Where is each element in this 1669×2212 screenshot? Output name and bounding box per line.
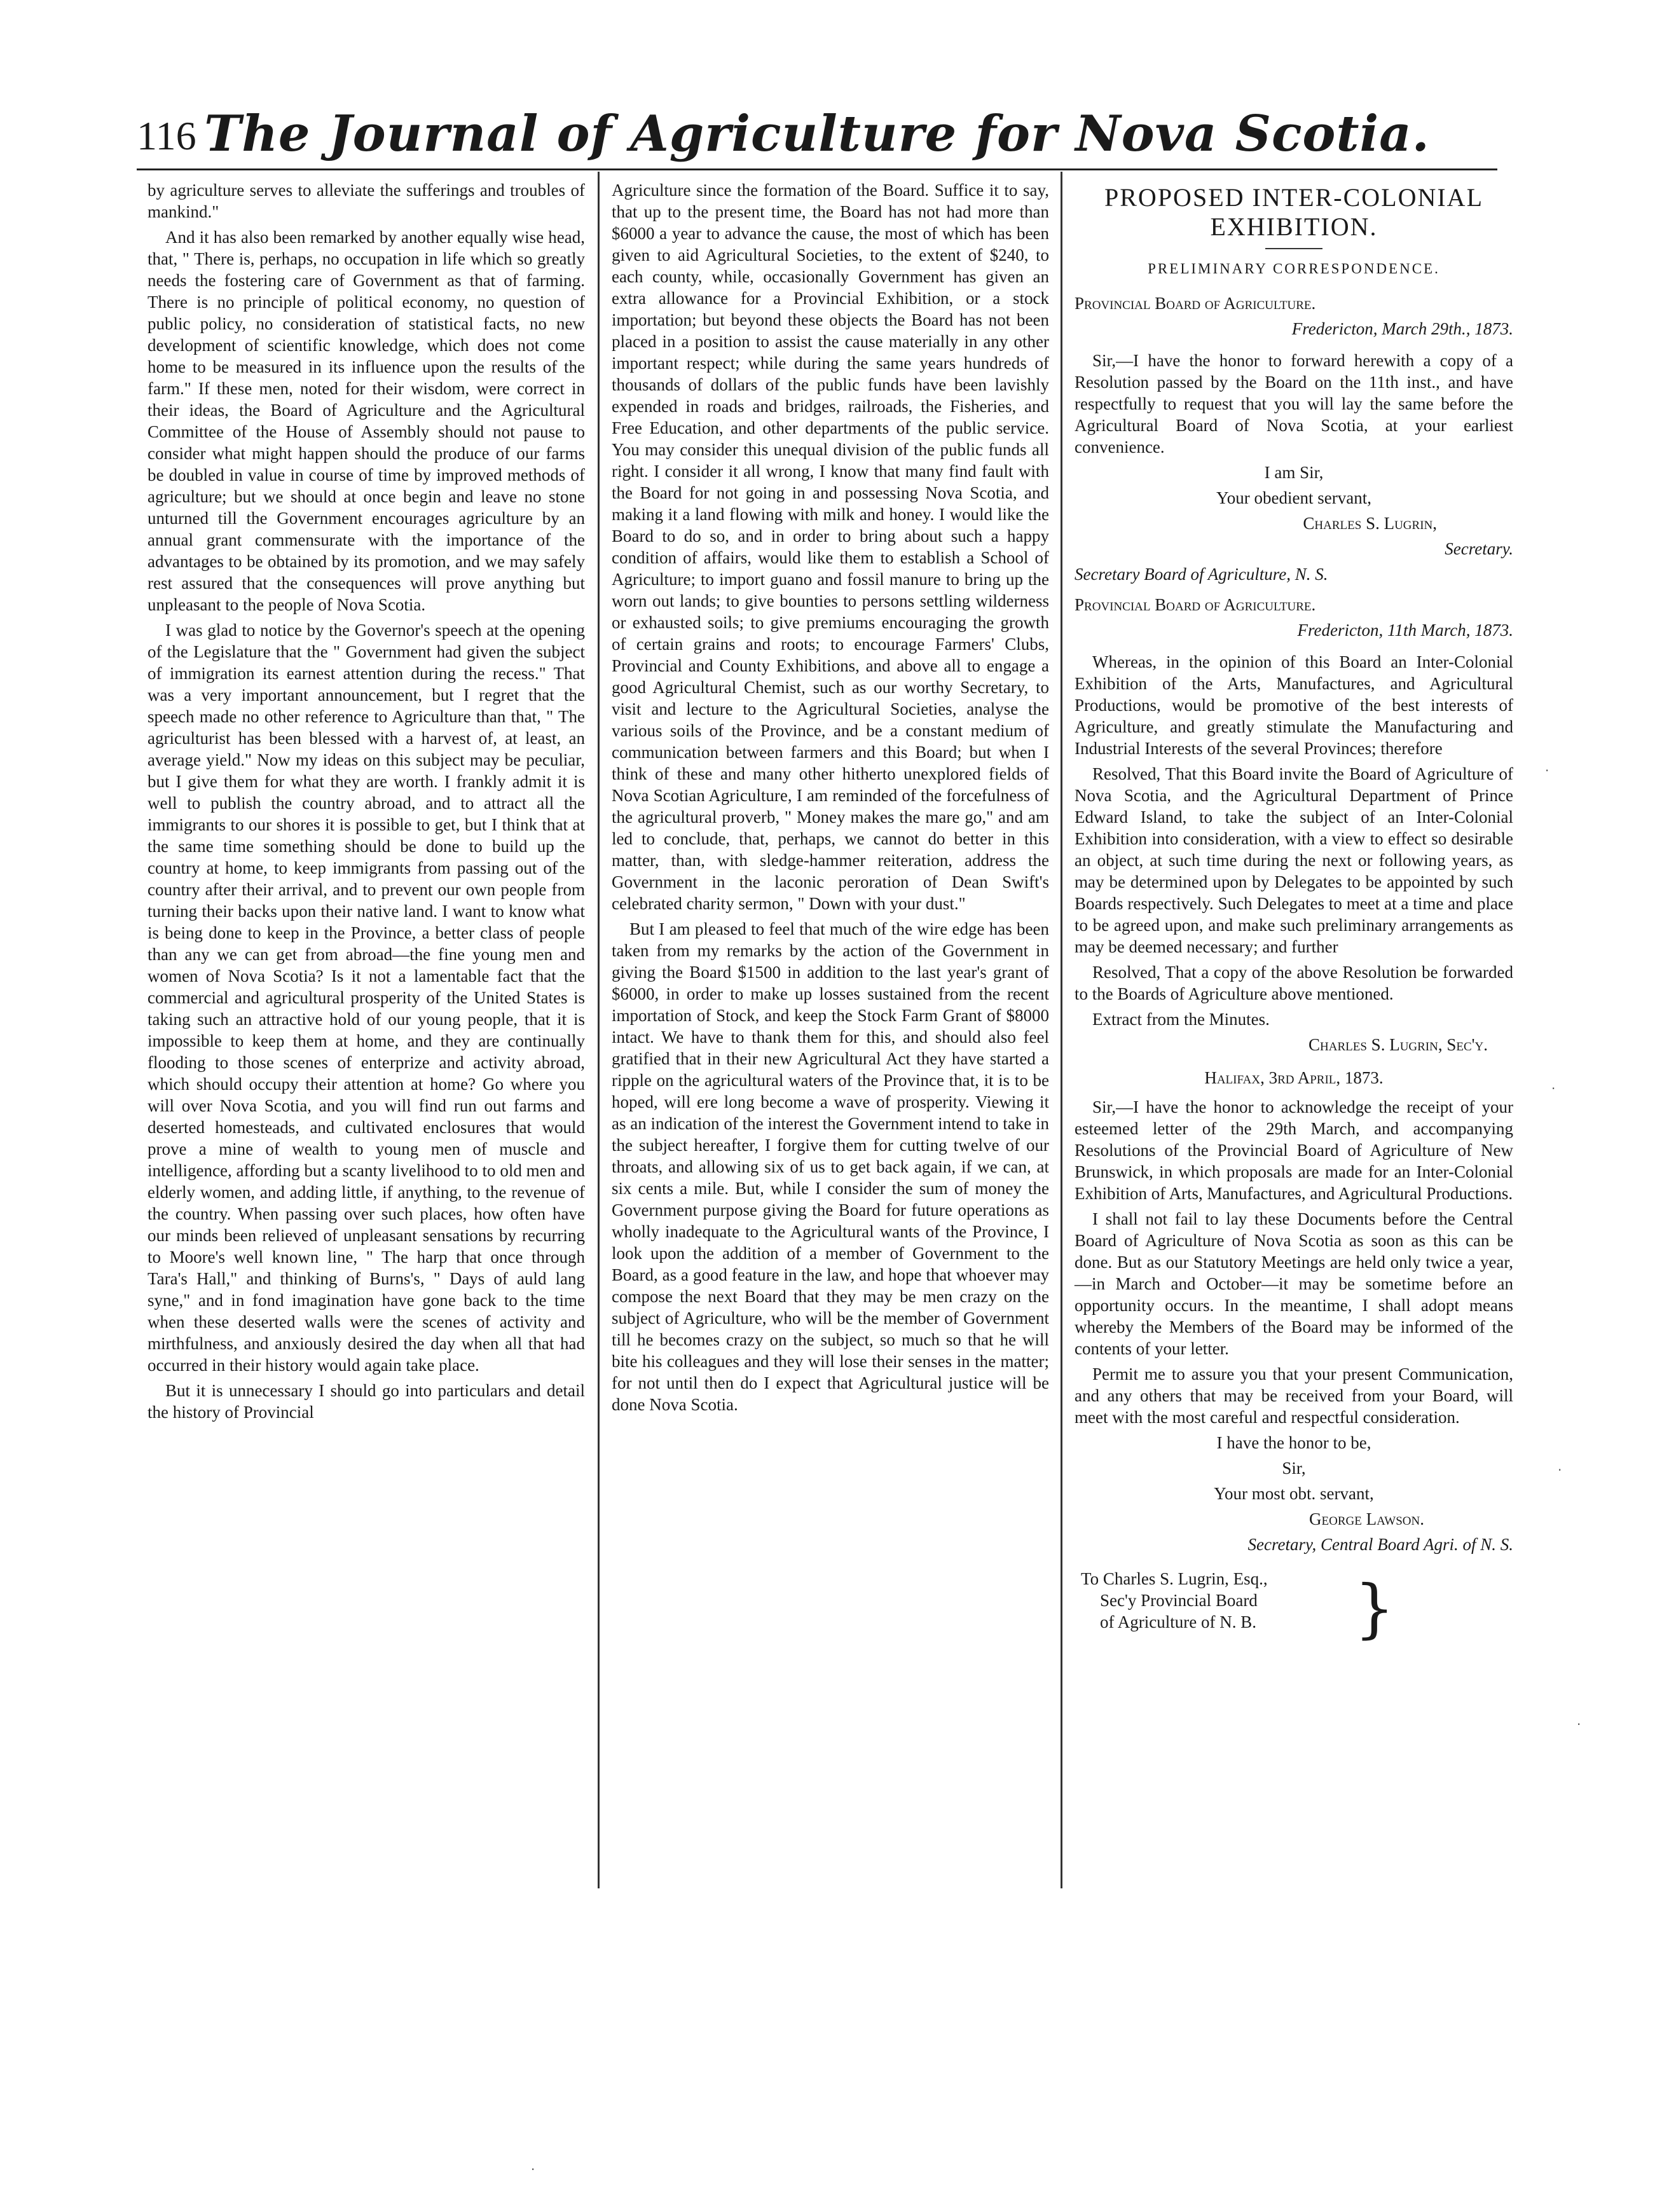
letter-body: Sir,—I have the honor to acknowledge the receipt of your esteemed letter of the 29th March, and accompanying Resolutions of the Provincial Board of Agriculture of New Brunswick, in which proposals are made for an Inter-Colonial Exhibition of Arts, Manufactures, and Agricultural Productions. bbox=[1075, 1097, 1513, 1203]
paragraph: Agriculture since the formation of the Board. Suffice it to say, that up to the present time, the Board has not had more than $6000 a year to advance the cause, the most of which has been given to aid Agricultural Societies, to the extent of $240, to each county, while, occasionally Government has given an extra allowance for a Provincial Exhibition, or a stock importation; but beyond these objects the Board has not been placed in a position to assist the cause materially in any other important respect; while during the same years hundreds of thousands of dollars of the public funds have been lavishly expended in roads and bridges, railroads, the Fisheries, and Free Education, and other departments of the public service. You may consider this unequal division of the public funds all right. I consider it all wrong, I know that many find fault with the Board for not going in and possessing Nova Scotia, and making it a land flowing with milk and honey. I would like the Board to do so, and in order to bring about such a happy condition of affairs, would like them to establish a School of Agriculture; to import guano and fossil manure to bring up the worn out lands; to give bounties to persons settling wilderness or exhausted soils; to give premiums encouraging the growth of certain grains and roots; to encourage Farmers' Clubs, Provincial and County Exhibitions, and above all to engage a good Agricultural Chemist, such as our worthy Secretary, to visit and lecture to the Agricultural Societies, analyse the various soils of the Province, and be a constant medium of communication between farmers and this Board; but when I think of these and many other hitherto unexplored fields of Nova Scotian Agriculture, I am reminded of the forcefulness of the agricultural proverb, " Money makes the mare go," and am led to conclude, that, perhaps, we cannot do better in this matter, than, with sledge-hammer reiteration, address the Government in the laconic peroration of Dean Swift's celebrated charity sermon, " Down with your dust." bbox=[612, 181, 1049, 913]
brace-glyph: } bbox=[1354, 1571, 1395, 1645]
address-line: To Charles S. Lugrin, Esq., bbox=[1081, 1569, 1268, 1588]
resolution-resolved: Resolved, That this Board invite the Board of Agriculture of Nova Scotia, and the Agricultural Department of Prince Edward Island, to take the subject of an Inter-Colonial Exhibition into consideration, with a view to effect so desirable an object, at such time during the next or following years, as may be determined upon by Delegates to be appointed by such Boards respectively. Such Delegates to meet at a time and place to be agreed upon, and make such preliminary arrangements as may be deemed necessary; and further bbox=[1075, 764, 1513, 956]
article-title: PROPOSED INTER-COLONIAL EXHIBITION. bbox=[1104, 183, 1483, 241]
signature: Charles S. Lugrin, Sec'y. bbox=[1308, 1035, 1488, 1054]
closing: Your most obt. servant, bbox=[1214, 1484, 1374, 1503]
address-line: of Agriculture of N. B. bbox=[1100, 1612, 1256, 1632]
column-divider bbox=[598, 172, 600, 1888]
scan-speck: · bbox=[1558, 1462, 1562, 1478]
paragraph: I was glad to notice by the Governor's speech at the opening of the Legislature that the " Government had given the subject of immigration its earnest attention during the recess." That was a very important announcement, but I regret that the speech made no other reference to Agriculture than that, " The agriculturist has been blessed with a harvest of, at least, an average yield." Now my ideas on this subject may be peculiar, but I give them for what they are worth. I frankly admit it is well to publish the country abroad, and to attract all the immigrants to our shores it is possible to get, but I think that at the same time something should be done to build up the country at home, to keep immigrants from passing out of the country after their arrival, and to prevent our own people from turning their backs upon their native land. I want to know what is being done to keep in the Province, a better class of people than any we can get from abroad—the fine young men and women of Nova Scotia? Is it not a lamentable fact that the commercial and agricultural prosperity of the United States is taking such an attractive hold of our young people, that it is impossible to keep them at home, and they are continually flooding to those scenes of enterprize and activity abroad, which should occupy their attention at home? Go where you will over Nova Scotia, and you will find run out farms and deserted homesteads, and cultivated enclosures that would prove a mine of wealth to young men of muscle and intelligence, affording but a scanty livelihood to to old men and elderly women, and adding little, if anything, to the revenue of the country. When passing over such places, how often have our minds been relieved of unpleasant sensations by recurring to Moore's well known line, " The harp that once through Tara's Hall," and thinking of Burns's, " Days of auld lang syne," and in fond imagination have gone back to the time when these deserted walls were the scenes of activity and mirthfulness, and anxiously desired the day when all that had occurred in their history would again take place. bbox=[148, 621, 585, 1375]
extract-note: Extract from the Minutes. bbox=[1092, 1010, 1270, 1029]
letter-heading: Provincial Board of Agriculture. bbox=[1075, 294, 1316, 313]
column-1 bbox=[148, 179, 585, 1427]
paragraph: by agriculture serves to alleviate the sufferings and troubles of mankind." bbox=[148, 181, 585, 221]
letter-body: Permit me to assure you that your present Communication, and any others that may be received from your Board, will meet with the most careful and respectful consideration. bbox=[1075, 1364, 1513, 1427]
running-head bbox=[137, 105, 1497, 175]
recipient: Secretary Board of Agriculture, N. S. bbox=[1075, 565, 1328, 584]
letter-body: Sir,—I have the honor to forward herewith a copy of a Resolution passed by the Board on the 11th inst., and have respectfully to request that you will lay the same before the Agricultural Board of Nova Scotia, at your earliest convenience. bbox=[1075, 351, 1513, 457]
scan-speck: · bbox=[531, 2162, 535, 2177]
resolution-whereas: Whereas, in the opinion of this Board an Inter-Colonial Exhibition of the Arts, Manufactures, and Agricultural Productions, would be promotive of the best interests of Agriculture, and greatly stimulate the Manufacturing and Industrial Interests of the several Provinces; therefore bbox=[1075, 652, 1513, 758]
title-rule bbox=[1265, 248, 1322, 249]
scan-speck: · bbox=[1545, 763, 1549, 778]
closing: Sir, bbox=[1282, 1459, 1306, 1478]
signature: George Lawson. bbox=[1309, 1509, 1424, 1528]
signature-title: Secretary, Central Board Agri. of N. S. bbox=[1247, 1535, 1513, 1554]
resolution-resolved: Resolved, That a copy of the above Resolution be forwarded to the Boards of Agriculture above mentioned. bbox=[1075, 963, 1513, 1003]
resolution-heading: Provincial Board of Agriculture. bbox=[1075, 595, 1316, 614]
letter-body: I shall not fail to lay these Documents before the Central Board of Agriculture of Nova Scotia as soon as this can be done. But as our Statutory Meetings are held only twice a year,—in March and October—it may be sometime before an opportunity occurs. In the meantime, I shall adopt means whereby the Members of the Board may be informed of the contents of your letter. bbox=[1075, 1209, 1513, 1358]
journal-title: The Journal of Agriculture for Nova Scotia. bbox=[204, 105, 1430, 163]
paragraph: But I am pleased to feel that much of the wire edge has been taken from my remarks by the action of the Government in giving the Board $1500 in addition to the last year's grant of $6000, in order to make up losses sustained from the recent importation of Stock, and keep the Stock Farm Grant of $8000 intact. We have to thank them for this, and should also feel gratified that in their new Agricultural Act they have started a ripple on the agricultural waters of the Province that, it is to be hoped, will ere long become a wave of prosperity. Viewing it as an indication of the interest the Government intend to take in the subject hereafter, I forgive them for cutting twelve of our throats, and allowing six of us to get back again, if we can, at six cents a mile. But, while I consider the sum of money the Government purpose giving the Board for future operations as wholly inadequate to the Agricultural wants of the Province, I look upon the addition of a member of Government to the Board, as a good feature in the law, and hope that whoever may compose the next Board that they may be men crazy on the subject of Agriculture, who will be the member of Government till he becomes crazy on the subject, so much so that he will bite his colleagues and they will lose their senses in the matter; for not until then do I expect that Agricultural justice will be done Nova Scotia. bbox=[612, 919, 1049, 1414]
closing: I have the honor to be, bbox=[1216, 1433, 1371, 1452]
page-number: 116 bbox=[137, 113, 196, 158]
dateline: Halifax, 3rd April, 1873. bbox=[1204, 1068, 1384, 1087]
signature-title: Secretary. bbox=[1445, 539, 1513, 558]
paragraph: And it has also been remarked by another equally wise head, that, " There is, perhaps, no occupation in life which so greatly needs the fostering care of Government as that of farming. There is no principle of political economy, no question of public policy, no consideration of statistical facts, no new development of scientific knowledge, which does not come home to be measured in its influence upon the results of the farm." If these men, noted for their wisdom, were correct in their ideas, the Board of Agriculture and the Agricultural Committee of the House of Assembly should not pause to consider what might happen should the produce of our farms be doubled in value in course of time by improved methods of agriculture; but we should at once begin and leave no stone unturned till the Government encourages agriculture by an annual grant commensurate with the importance of the advantages to be obtained by its promotion, and we may safely rest assured that the consequences will prove anything but unpleasant to the people of Nova Scotia. bbox=[148, 228, 585, 614]
paragraph: But it is unnecessary I should go into particulars and detail the history of Provincial bbox=[148, 1381, 585, 1422]
closing: I am Sir, bbox=[1264, 463, 1324, 482]
column-3 bbox=[1075, 179, 1513, 1645]
signature: Charles S. Lugrin, bbox=[1303, 514, 1437, 533]
scan-speck: · bbox=[1577, 1717, 1581, 1732]
address-block bbox=[1075, 1568, 1395, 1645]
closing: Your obedient servant, bbox=[1216, 488, 1371, 507]
address-line: Sec'y Provincial Board bbox=[1100, 1591, 1258, 1610]
header-rule bbox=[137, 168, 1497, 170]
dateline: Fredericton, 11th March, 1873. bbox=[1297, 621, 1513, 640]
column-divider bbox=[1061, 172, 1062, 1888]
scan-speck: · bbox=[1551, 1081, 1556, 1096]
column-2 bbox=[612, 179, 1049, 1419]
dateline: Fredericton, March 29th., 1873. bbox=[1291, 319, 1513, 338]
article-subtitle: PRELIMINARY CORRESPONDENCE. bbox=[1148, 261, 1440, 277]
